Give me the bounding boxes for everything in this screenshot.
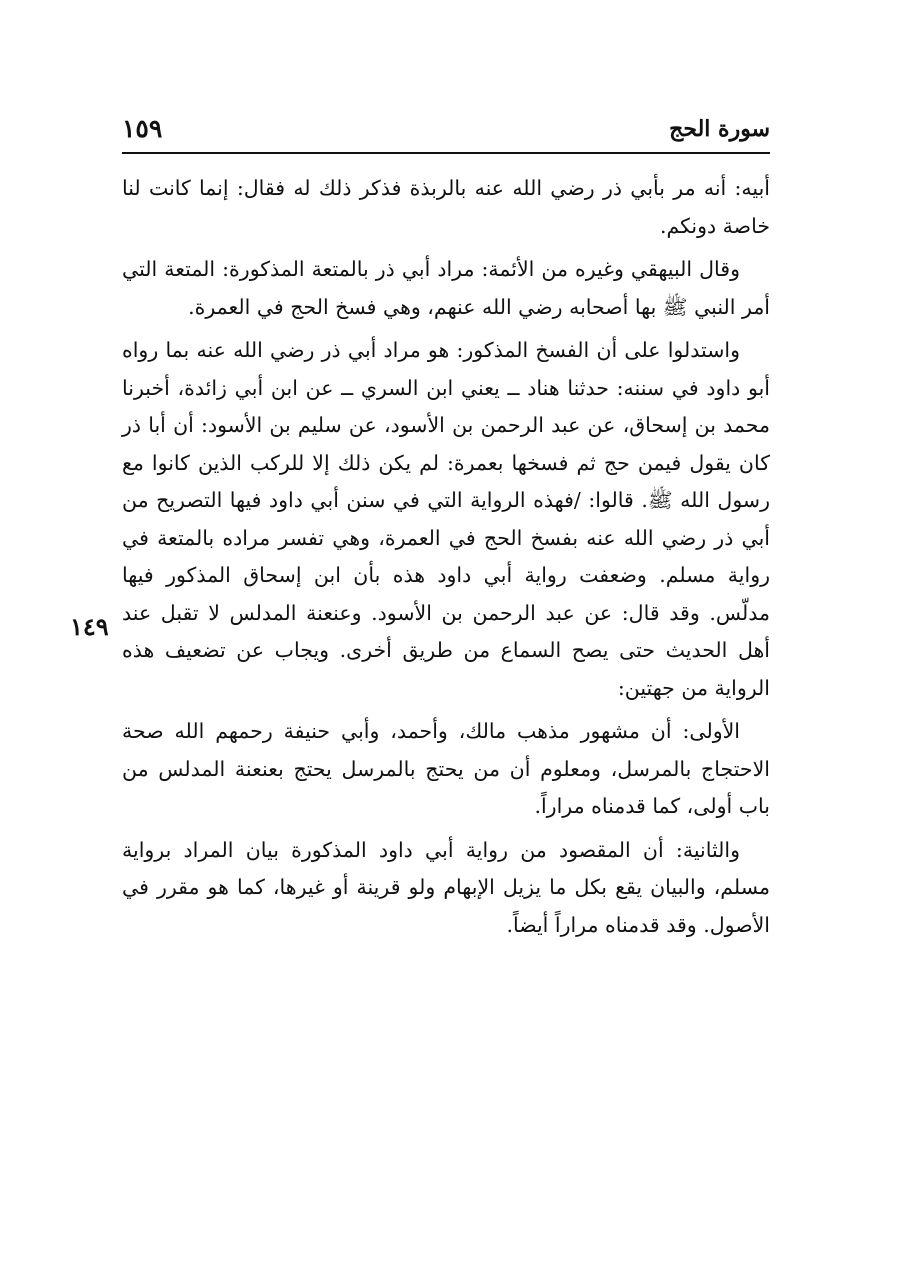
running-title: سورة الحج: [669, 116, 770, 142]
header-rule: [122, 152, 770, 154]
page-header: [122, 112, 770, 152]
paragraph-5: والثانية: أن المقصود من رواية أبي داود المذكورة بيان المراد برواية مسلم، والبيان يقع بكل ما يزيل الإبهام ولو قرينة أو غيرها، كما هو مقرر في الأصول. وقد قدمناه مراراً أيضاً.: [122, 837, 770, 937]
main-text: [122, 170, 770, 950]
page-number: ١٥٩: [122, 114, 163, 143]
paragraph-2: وقال البيهقي وغيره من الأئمة: مراد أبي ذر بالمتعة المذكورة: المتعة التي أمر النبي ﷺ بها أصحابه رضي الله عنهم، وهي فسخ الحج في العمرة.: [122, 257, 770, 319]
paragraph-1: أبيه: أنه مر بأبي ذر رضي الله عنه بالربذة فذكر ذلك له فقال: إنما كانت لنا خاصة دونكم.: [122, 176, 770, 238]
paragraph-3: واستدلوا على أن الفسخ المذكور: هو مراد أبي ذر رضي الله عنه بما رواه أبو داود في سننه: حدثنا هناد ــ يعني ابن السري ــ عن ابن أبي زائدة، أخبرنا محمد بن إسحاق، عن عبد الرحمن بن الأسود، عن سليم بن الأسود: أن أبا ذر كان يقول فيمن حج ثم فسخها بعمرة: لم يكن ذلك إلا للركب الذين كانوا مع رسول الله ﷺ. قالوا: /فهذه الرواية التي في سنن أبي داود فيها التصريح من أبي ذر رضي الله عنه بفسخ الحج في العمرة، وهي تفسر مراده بالمتعة في رواية مسلم. وضعفت رواية أبي داود هذه بأن ابن إسحاق المذكور فيها مدلّس. وقد قال: عن عبد الرحمن بن الأسود. وعنعنة المدلس لا تقبل عند أهل الحديث حتى يصح السماع من طريق أخرى. ويجاب عن تضعيف هذه الرواية من جهتين:: [122, 338, 770, 700]
margin-page-marker: ١٤٩: [70, 612, 109, 641]
paragraph-4: الأولى: أن مشهور مذهب مالك، وأحمد، وأبي حنيفة رحمهم الله صحة الاحتجاج بالمرسل، ومعلوم أن من يحتج بالمرسل يحتج بعنعنة المدلس من باب أولى، كما قدمناه مراراً.: [122, 719, 770, 818]
